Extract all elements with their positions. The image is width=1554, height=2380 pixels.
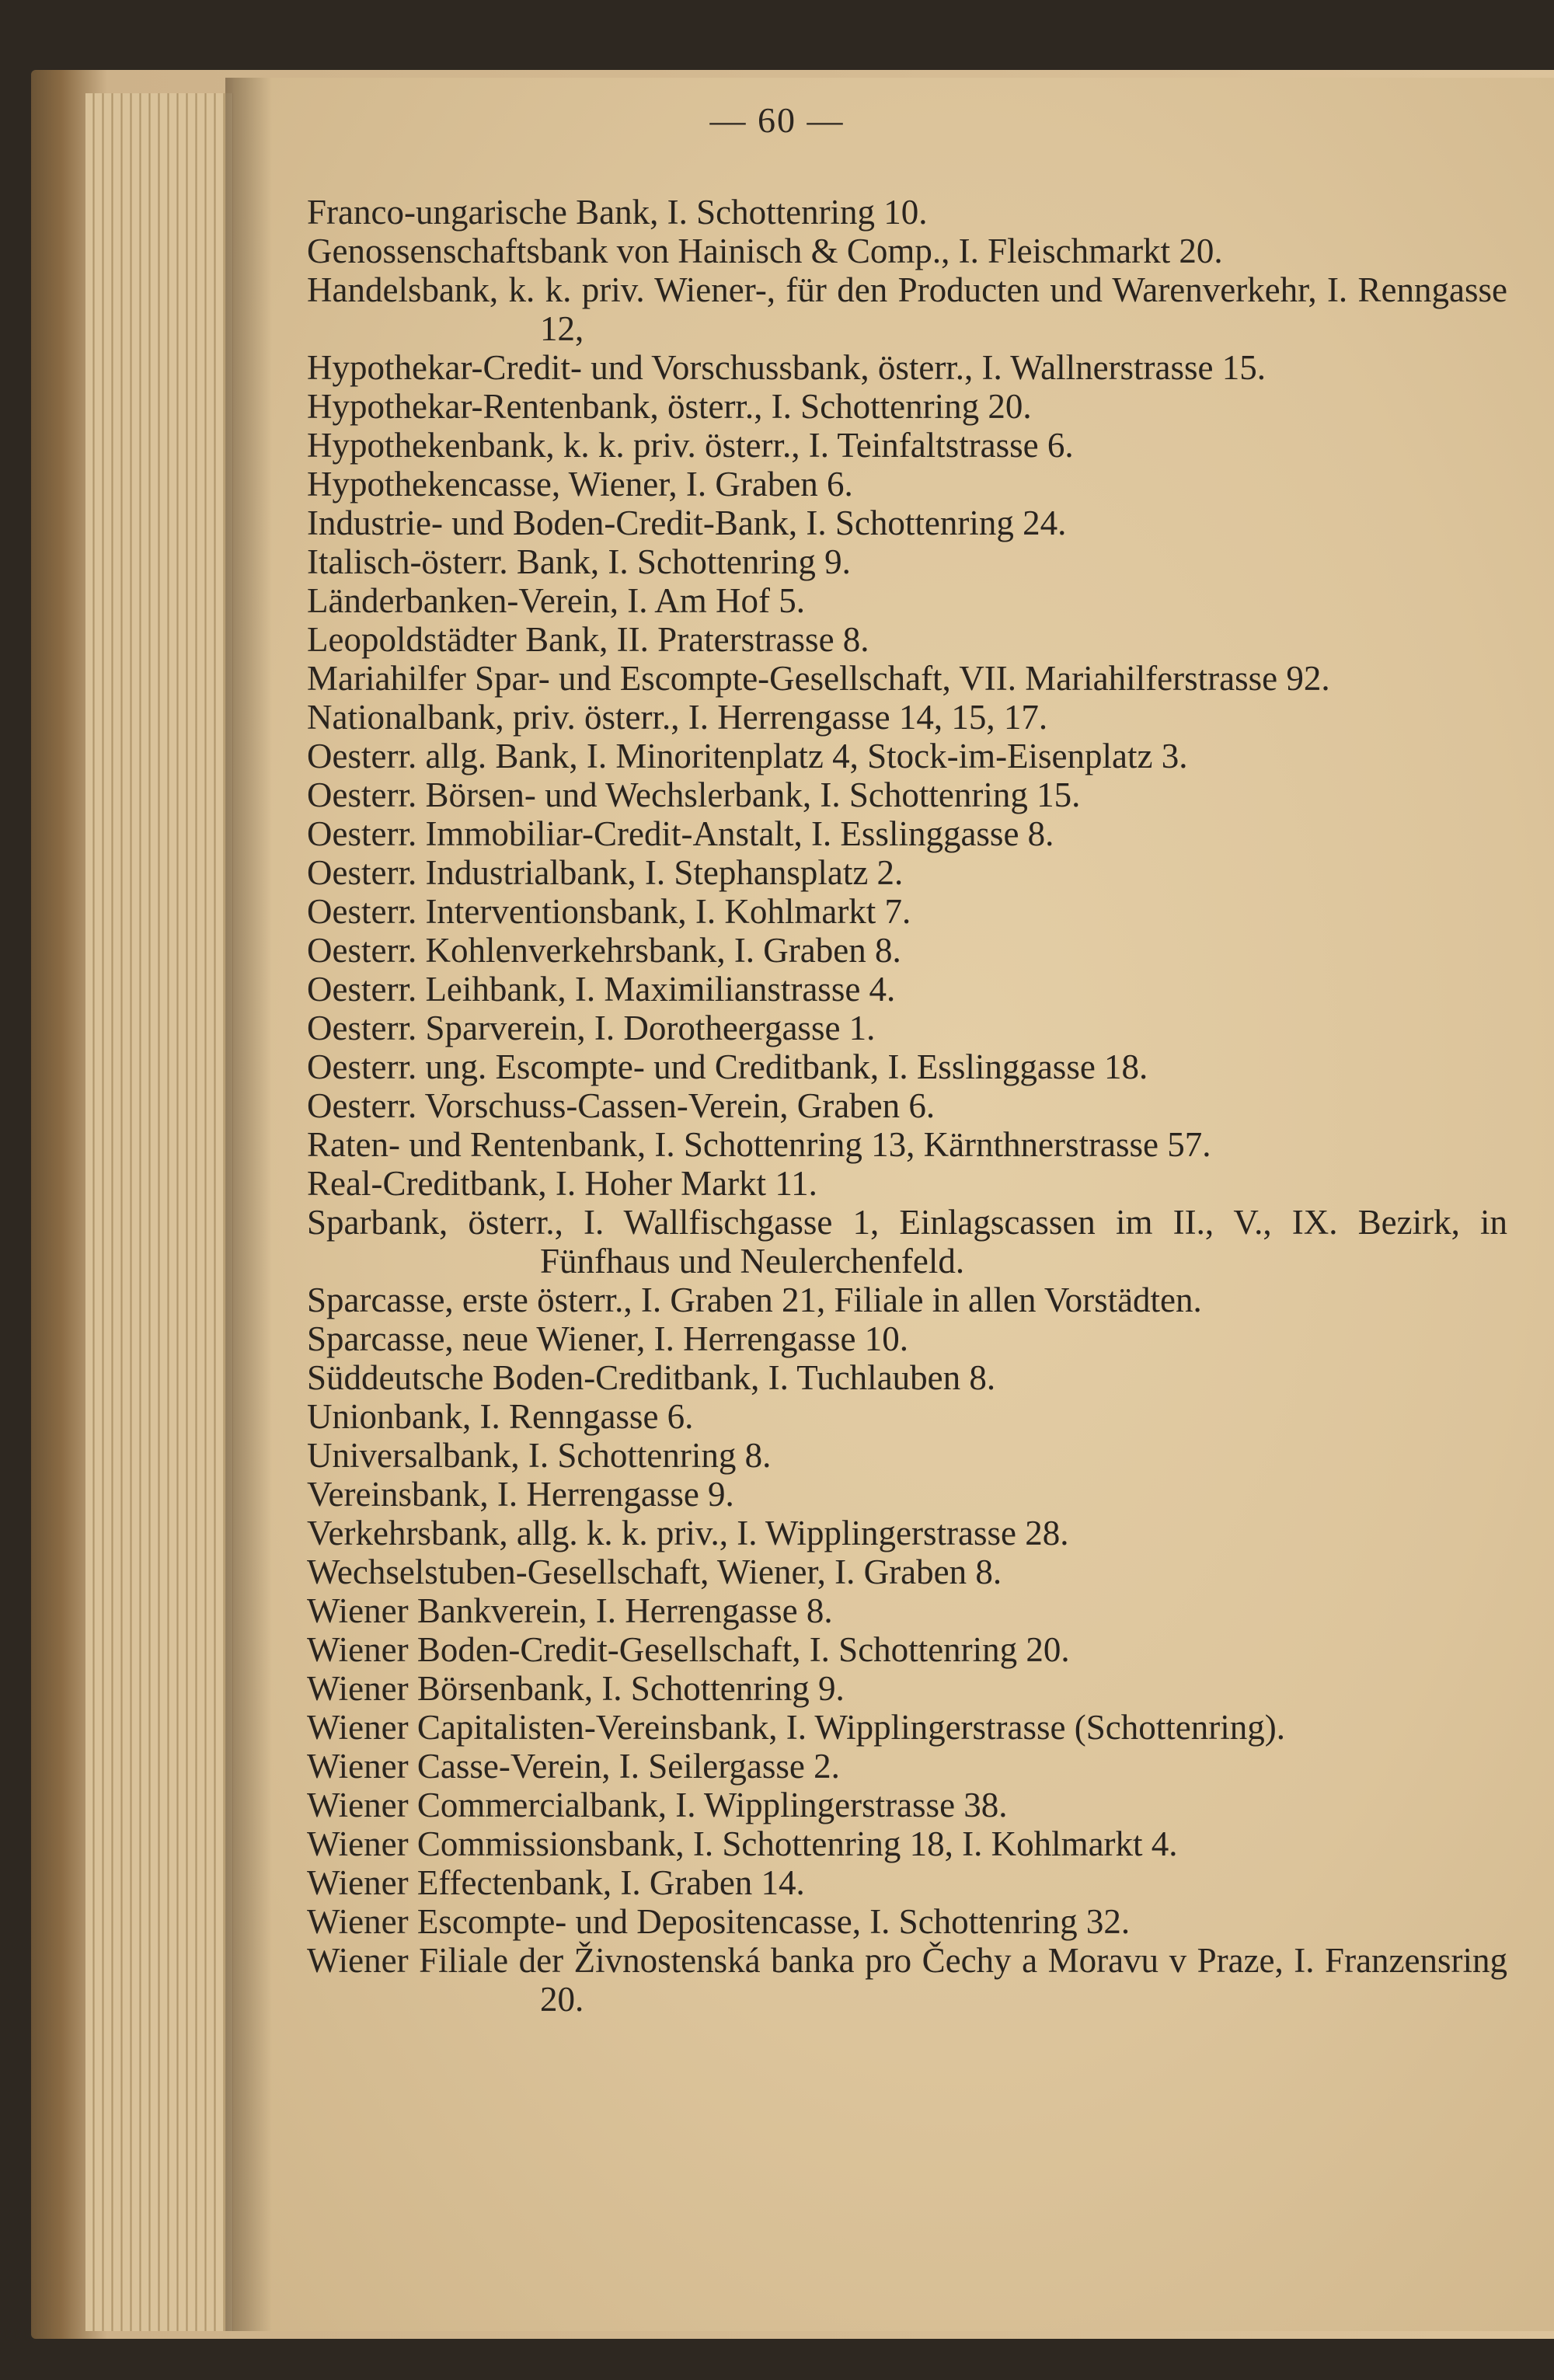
list-item: Wiener Börsenbank, I. Schottenring 9. [307,1669,845,1708]
page-number: — 60 — [709,100,845,140]
list-item: Oesterr. Immobiliar-Credit-Anstalt, I. Esslinggasse 8. [307,814,1054,853]
list-item: Italisch-österr. Bank, I. Schottenring 9. [307,542,851,581]
list-item: Wiener Commissionsbank, I. Schottenring 18, I. Kohlmarkt 4. [307,1824,1178,1863]
list-item: Franco-ungarische Bank, I. Schottenring 10. [307,193,928,232]
list-item: Unionbank, I. Renngasse 6. [307,1397,694,1436]
bank-directory-list [307,193,1507,2019]
list-item: Industrie- und Boden-Credit-Bank, I. Schottenring 24. [307,504,1067,542]
list-item: Oesterr. Börsen- und Wechslerbank, I. Schottenring 15. [307,775,1081,814]
list-item: Hypothekenbank, k. k. priv. österr., I. Teinfaltstrasse 6. [307,426,1074,465]
list-item: Oesterr. Leihbank, I. Maximilianstrasse 4. [307,970,896,1009]
list-item: Wiener Casse-Verein, I. Seilergasse 2. [307,1747,840,1786]
list-item: Vereinsbank, I. Herrengasse 9. [307,1475,734,1514]
list-item: Genossenschaftsbank von Hainisch & Comp., I. Fleischmarkt 20. [307,232,1223,270]
list-item: Sparcasse, neue Wiener, I. Herrengasse 10. [307,1319,908,1358]
list-item: Universalbank, I. Schottenring 8. [307,1436,772,1475]
list-item: Mariahilfer Spar- und Escompte-Gesellschaft, VII. Mariahilferstrasse 92. [307,659,1330,698]
list-item: Oesterr. allg. Bank, I. Minoritenplatz 4, Stock-im-Eisenplatz 3. [307,737,1188,775]
list-item: Real-Creditbank, I. Hoher Markt 11. [307,1164,817,1203]
list-item: Oesterr. Interventionsbank, I. Kohlmarkt 7. [307,892,911,931]
list-item: Nationalbank, priv. österr., I. Herrengasse 14, 15, 17. [307,698,1048,737]
list-item: Sparcasse, erste österr., I. Graben 21, Filiale in allen Vorstädten. [307,1281,1202,1319]
list-item: Hypothekencasse, Wiener, I. Graben 6. [307,465,853,504]
list-item: Wiener Boden-Credit-Gesellschaft, I. Schottenring 20. [307,1630,1070,1669]
list-item: Handelsbank, k. k. priv. Wiener-, für den Producten und Warenverkehr, I. Renngasse 12, [307,270,1507,348]
list-item: Oesterr. Sparverein, I. Dorotheergasse 1. [307,1009,876,1047]
list-item: Verkehrsbank, allg. k. k. priv., I. Wipplingerstrasse 28. [307,1514,1069,1552]
list-item: Wiener Commercialbank, I. Wipplingerstrasse 38. [307,1786,1008,1824]
list-item: Raten- und Rentenbank, I. Schottenring 13, Kärnthnerstrasse 57. [307,1125,1211,1164]
list-item: Oesterr. ung. Escompte- und Creditbank, I. Esslinggasse 18. [307,1047,1148,1086]
list-item: Hypothekar-Rentenbank, österr., I. Schottenring 20. [307,387,1032,426]
list-item: Wiener Filiale der Živnostenská banka pro Čechy a Moravu v Praze, I. Franzensring 20. [307,1941,1507,2019]
list-item: Wiener Capitalisten-Vereinsbank, I. Wipplingerstrasse (Schottenring). [307,1708,1285,1747]
list-item: Wechselstuben-Gesellschaft, Wiener, I. Graben 8. [307,1552,1002,1591]
list-item: Süddeutsche Boden-Creditbank, I. Tuchlauben 8. [307,1358,996,1397]
gutter-shadow [225,78,272,2331]
page-stack-edges [85,93,233,2331]
list-item: Hypothekar-Credit- und Vorschussbank, österr., I. Wallnerstrasse 15. [307,348,1267,387]
list-item: Leopoldstädter Bank, II. Praterstrasse 8. [307,620,869,659]
list-item: Oesterr. Kohlenverkehrsbank, I. Graben 8. [307,931,901,970]
list-item: Oesterr. Industrialbank, I. Stephansplatz 2. [307,853,904,892]
list-item: Sparbank, österr., I. Wallfischgasse 1, Einlagscassen im II., V., IX. Bezirk, in Fünfhaus und Neulerchenfeld. [307,1203,1507,1281]
list-item: Oesterr. Vorschuss-Cassen-Verein, Graben 6. [307,1086,936,1125]
list-item: Wiener Escompte- und Depositencasse, I. Schottenring 32. [307,1902,1131,1941]
list-item: Länderbanken-Verein, I. Am Hof 5. [307,581,806,620]
list-item: Wiener Bankverein, I. Herrengasse 8. [307,1591,833,1630]
list-item: Wiener Effectenbank, I. Graben 14. [307,1863,805,1902]
